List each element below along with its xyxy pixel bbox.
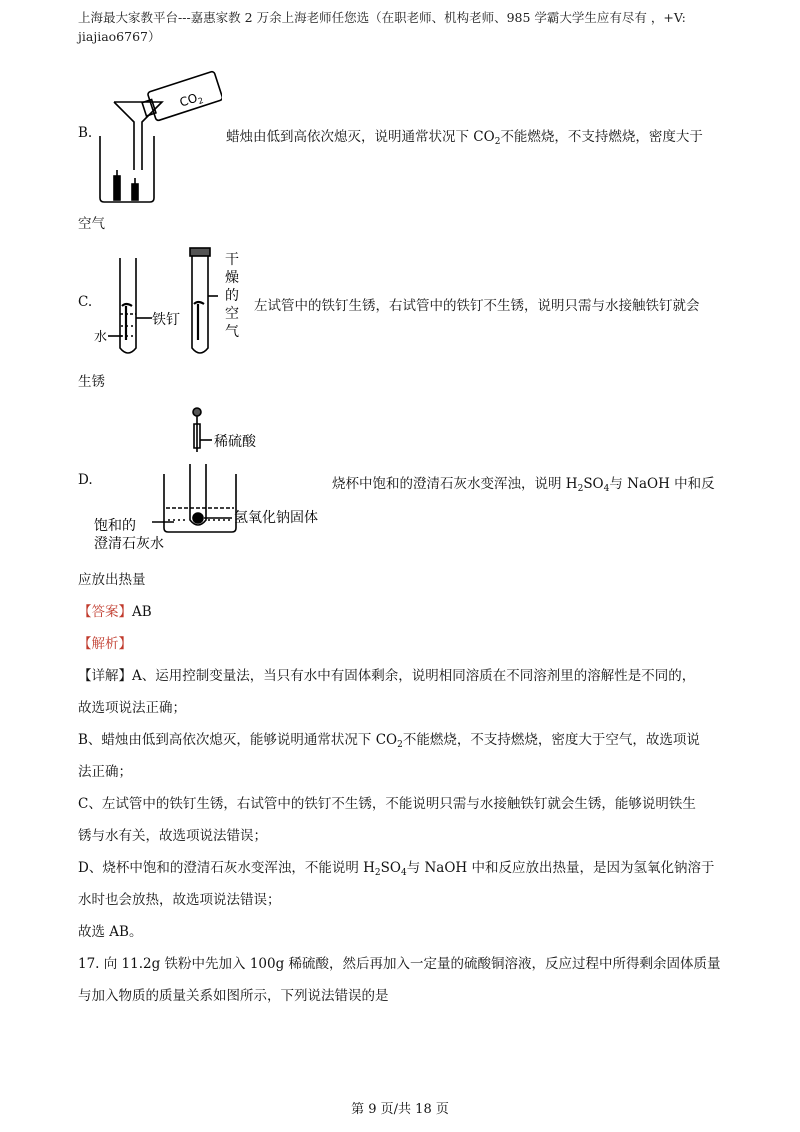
answer-line: 【答案】AB <box>78 604 152 620</box>
dry-air-label-5: 气 <box>225 324 239 340</box>
option-c-continuation: 生锈 <box>78 374 105 390</box>
detail-a-line-2: 故选项说法正确； <box>78 700 186 716</box>
co2-bottle-label: $CO_2$ <box>177 90 205 110</box>
detail-c-line-1: C、左试管中的铁钉生锈，右试管中的铁钉不生锈，不能说明只需与水接触铁钉就会生锈，能够说明铁生 <box>78 796 696 812</box>
option-d-text: 烧杯中饱和的澄清石灰水变浑浊，说明 $H_2SO_4$与 NaOH 中和反 <box>332 476 715 494</box>
option-c-text: 左试管中的铁钉生锈，右试管中的铁钉不生锈，说明只需与水接触铁钉就会 <box>254 298 700 314</box>
nail-test-tubes-figure <box>92 244 252 364</box>
detail-b-line-1: B、蜡烛由低到高依次熄灭，能够说明通常状况下 $CO_2$不能燃烧，不支持燃烧，密度大于空气，故选项说 <box>78 732 700 750</box>
header-line-2: jiajiao6767） <box>78 29 161 44</box>
detail-conclusion: 故选 AB。 <box>78 924 143 940</box>
option-c-letter: C. <box>78 294 93 310</box>
limewater-label-1: 饱和的 <box>94 518 136 534</box>
dry-air-label-3: 的 <box>225 288 239 304</box>
option-b-letter: B. <box>78 125 93 141</box>
question-17-line-2: 与加入物质的质量关系如图所示，下列说法错误的是 <box>78 988 389 1004</box>
acid-label: 稀硫酸 <box>214 434 256 450</box>
option-d-continuation: 应放出热量 <box>78 572 146 588</box>
question-17-line-1: 17. 向 11.2g 铁粉中先加入 100g 稀硫酸，然后再加入一定量的硫酸铜溶液，反应过程中所得剩余固体质量 <box>78 956 721 972</box>
detail-c-line-2: 锈与水有关，故选项说法错误； <box>78 828 267 844</box>
header-line-1: 上海最大家教平台---嘉惠家教 2 万余上海老师任您选（在职老师、机构老师、985 学霸大学生应有尽有 ，+V: <box>78 10 686 25</box>
water-label: 水 <box>94 330 108 345</box>
detail-d-line-2: 水时也会放热，故选项说法错误； <box>78 892 281 908</box>
nail-label: 铁钉 <box>152 312 180 328</box>
dry-air-label-4: 空 <box>225 306 239 322</box>
option-b-continuation: 空气 <box>78 216 105 232</box>
detail-a-line-1: 【详解】A、运用控制变量法，当只有水中有固体剩余，说明相同溶质在不同溶剂里的溶解性是不同的， <box>78 668 696 684</box>
analysis-tag: 【解析】 <box>78 636 132 652</box>
neutralization-beaker-figure <box>92 402 342 554</box>
dry-air-label-2: 燥 <box>225 270 239 286</box>
candle-beaker-co2-figure <box>92 66 222 206</box>
solid-label: 氢氧化钠固体 <box>234 510 318 526</box>
limewater-label-2: 澄清石灰水 <box>94 536 164 552</box>
page-header <box>78 8 728 46</box>
dry-air-label-1: 干 <box>225 252 239 268</box>
page-footer: 第 9 页/共 18 页 <box>351 1102 449 1117</box>
detail-b-line-2: 法正确； <box>78 764 132 780</box>
option-d-letter: D. <box>78 472 93 488</box>
detail-d-line-1: D、烧杯中饱和的澄清石灰水变浑浊，不能说明 $H_2SO_4$与 NaOH 中和反应放出热量，是因为氢氧化钠溶于 <box>78 860 715 878</box>
option-b-text: 蜡烛由低到高依次熄灭，说明通常状况下 $CO_2$不能燃烧，不支持燃烧，密度大于 <box>226 129 703 147</box>
